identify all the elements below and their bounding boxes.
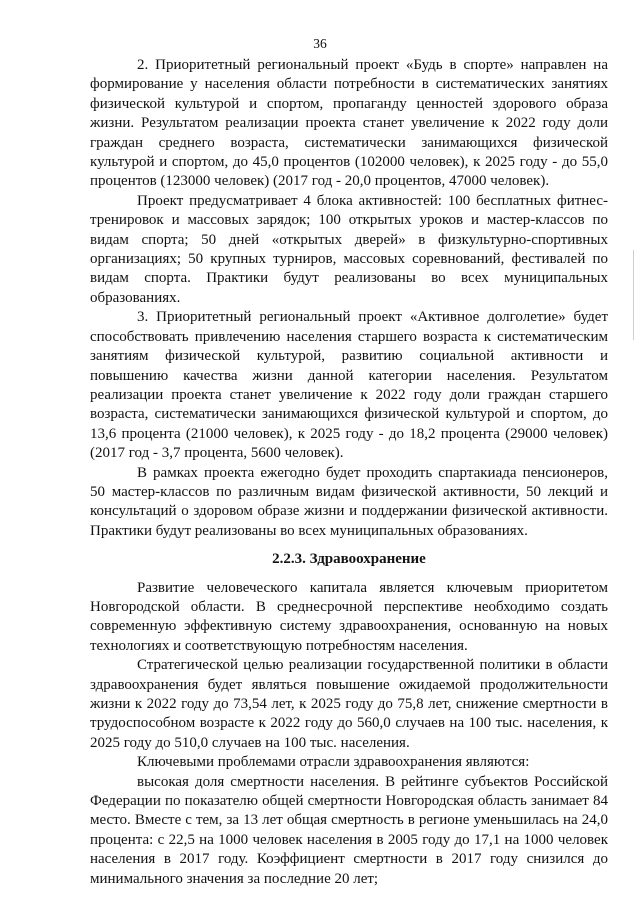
page-number: 36 xyxy=(313,36,327,51)
paragraph-strategic-goal: Стратегической целью реализации государственной политики в области здравоохранения будет являться повышение ожидаемой продолжительности жизни к 2022 году до 73,54 лет, к 2025 году до 75,8 лет, снижение смертности в трудоспособном возрасте к 2022 году до 560,0 случаев на 100 тыс. населения, к 2025 году до 510,0 случаев на 100 тыс. населения. xyxy=(90,657,608,751)
paragraph-key-problems-intro: Ключевыми проблемами отрасли здравоохранения являются: xyxy=(137,754,530,771)
paragraph-human-capital: Развитие человеческого капитала является ключевым приоритетом Новгородской области. В среднесрочной перспективе необходимо создать современную эффективную систему здравоохранения, основанную на новых технологиях и соответствующую потребностям населения. xyxy=(90,579,608,654)
document-body xyxy=(90,56,608,889)
scan-edge-mark xyxy=(633,250,634,340)
paragraph-active-longevity-project: 3. Приоритетный региональный проект «Активное долголетие» будет способствовать привлечению населения старшего возраста к систематическим занятиям физической культурой, развитию социальной активности и повышению качества жизни данной категории населения. Результатом реализации проекта станет увеличение к 2022 году доли граждан старшего возраста, систематически занимающихся физической культурой и спортом, до 13,6 процента (21000 человек), к 2025 году - до 18,2 процента (29000 человек) (2017 год - 3,7 процента, 5600 человек). xyxy=(90,309,608,462)
paragraph-activity-blocks: Проект предусматривает 4 блока активностей: 100 бесплатных фитнес-тренировок и массовых зарядок; 100 открытых уроков и мастер-классов по видам спорта; 50 дней «открытых дверей» в физкультурно-спортивных организациях; 50 крупных турниров, массовых соревнований, фестивалей по видам спорта. Практики будут реализованы во всех муниципальных образованиях. xyxy=(90,192,608,306)
section-heading-healthcare: 2.2.3. Здравоохранение xyxy=(272,551,426,568)
paragraph-be-in-sport-project: 2. Приоритетный региональный проект «Будь в спорте» направлен на формирование у населения области потребности в систематических занятиях физической культурой и спортом, пропаганду ценностей здорового образа жизни. Результатом реализации проекта станет увеличение к 2022 году доли граждан среднего возраста, систематически занимающихся физической культурой и спортом, до 45,0 процентов (102000 человек), к 2025 году - до 55,0 процентов (123000 человек) (2017 год - 20,0 процентов, 47000 человек). xyxy=(90,57,608,190)
paragraph-mortality-rate: высокая доля смертности населения. В рейтинге субъектов Российской Федерации по показателю общей смертности Новгородская область занимает 84 место. Вместе с тем, за 13 лет общая смертность в регионе уменьшилась на 24,0 процента: с 22,5 на 1000 человек населения в 2005 году до 17,1 на 1000 человек населения в 2017 году. Коэффициент смертности в 2017 году снизился до минимального значения за последние 20 лет; xyxy=(90,773,608,887)
paragraph-pensioners-spartakiad: В рамках проекта ежегодно будет проходить спартакиада пенсионеров, 50 мастер-классов по различным видам физической активности, 50 лекций и консультаций о здоровом образе жизни и поддержании физической активности. Практики будут реализованы во всех муниципальных образованиях. xyxy=(90,464,608,539)
